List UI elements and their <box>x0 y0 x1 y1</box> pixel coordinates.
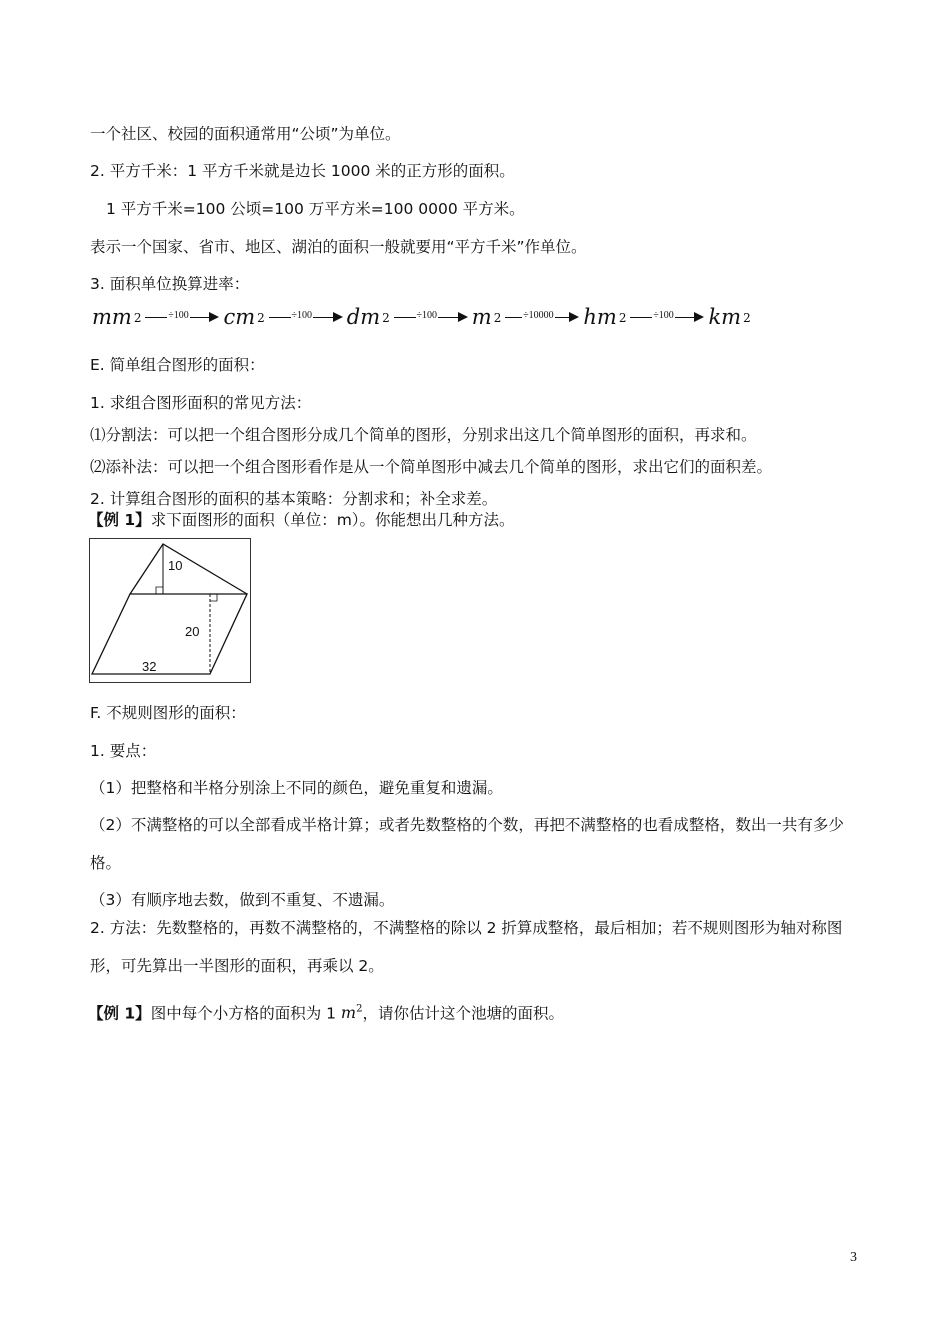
text-composite-methods: 1. 求组合图形面积的常见方法： <box>90 394 312 412</box>
triangle-sides <box>130 544 247 594</box>
label-base-32: 32 <box>142 659 157 674</box>
arrow-icon: ÷100 <box>394 308 468 326</box>
arrow-icon: ÷100 <box>630 308 704 326</box>
composite-figure-drawing <box>90 539 250 682</box>
page-number: 3 <box>850 1250 857 1265</box>
unit-m2: m $^2$ <box>471 305 502 329</box>
text-square-km-definition: 2. 平方千米：1 平方千米就是边长 1000 米的正方形的面积。 <box>90 162 515 180</box>
text-strategy: 2. 计算组合图形的面积的基本策略：分割求和；补全求差。 <box>90 490 498 508</box>
unit-km2: km $^2$ <box>708 305 751 329</box>
unit-hm2: hm $^2$ <box>583 305 627 329</box>
arrow-icon: ÷10000 <box>505 308 579 326</box>
example-2-prompt: 【例 1】图中每个小方格的面积为 1 $m^2$，请你估计这个池塘的面积。 <box>88 1003 564 1023</box>
text-complement-method: ⑵添补法：可以把一个组合图形看作是从一个简单图形中减去几个简单的图形，求出它们的面积差。 <box>90 458 773 476</box>
text-point-3: （3）有顺序地去数，做到不重复、不遗漏。 <box>90 891 395 909</box>
arrow-icon: ÷100 <box>269 308 343 326</box>
label-height-20: 20 <box>185 624 200 639</box>
composite-figure <box>89 538 251 683</box>
label-height-10: 10 <box>168 558 183 573</box>
unit-m2-inline: $m^2$ <box>340 1003 363 1023</box>
text-division-method: ⑴分割法：可以把一个组合图形分成几个简单的图形，分别求出这几个简单图形的面积，再求和。 <box>90 426 757 444</box>
unit-mm2: mm $^2$ <box>92 305 142 329</box>
example-tag: 【例 1】 <box>88 1004 151 1023</box>
text-method: 2. 方法：先数整格的，再数不满整格的，不满整格的除以 2 折算成整格，最后相加；若不规则图形为轴对称图形，可先算出一半图形的面积，再乘以 2。 <box>90 919 843 975</box>
example-tag: 【例 1】 <box>88 511 151 529</box>
text-community-hectare: 一个社区、校园的面积通常用“公顷”为单位。 <box>90 125 401 143</box>
parallelogram <box>92 594 247 674</box>
unit-cm2: cm $^2$ <box>223 305 265 329</box>
text-square-km-usage: 表示一个国家、省市、地区、湖泊的面积一般就要用“平方千米”作单位。 <box>90 238 587 256</box>
section-f-title: F. 不规则图形的面积： <box>90 704 246 722</box>
example-1-prompt <box>88 510 515 530</box>
unit-conversion-chain <box>92 302 751 332</box>
section-e-title: E. 简单组合图形的面积： <box>90 356 265 374</box>
right-angle-mark <box>210 594 217 601</box>
right-angle-mark <box>156 587 163 594</box>
text-key-points: 1. 要点： <box>90 742 157 760</box>
text-point-1: （1）把整格和半格分别涂上不同的颜色，避免重复和遗漏。 <box>90 779 503 797</box>
arrow-icon: ÷100 <box>145 308 219 326</box>
example-text: 求下面图形的面积（单位：m）。你能想出几种方法。 <box>150 511 515 529</box>
text-square-km-conversion: 1 平方千米=100 公顷=100 万平方米=100 0000 平方米。 <box>106 200 525 218</box>
text-conversion-rate-heading: 3. 面积单位换算进率： <box>90 275 250 293</box>
unit-dm2: dm $^2$ <box>346 305 390 329</box>
text-point-2: （2）不满整格的可以全部看成半格计算；或者先数整格的个数，再把不满整格的也看成整格，数出一共有多少格。 <box>90 816 844 872</box>
